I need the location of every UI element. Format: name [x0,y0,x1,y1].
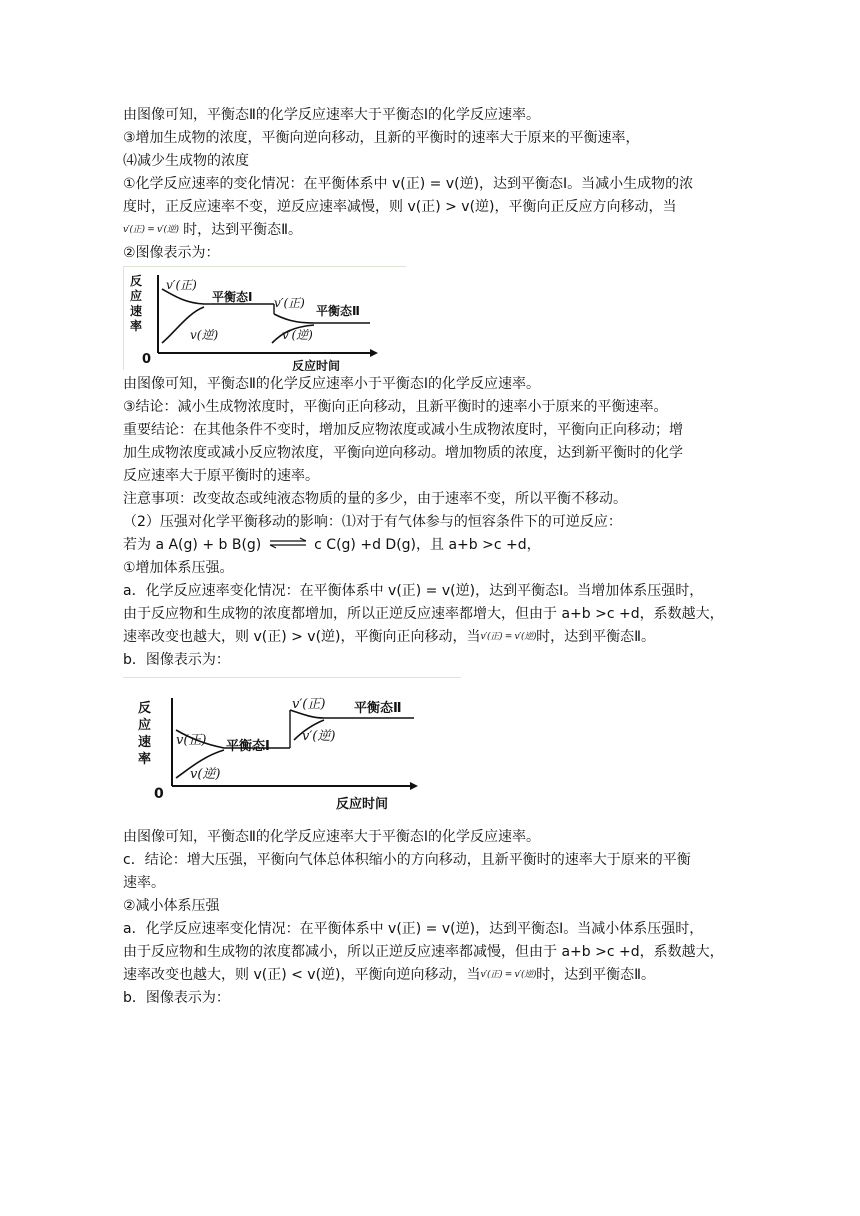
text-line [123,220,302,240]
text-line: ②图像表示为： [123,245,220,261]
text-line: 速率。 [123,875,165,891]
text-line: 由图像可知，平衡态Ⅱ的化学反应速率大于平衡态Ⅰ的化学反应速率。 [123,107,541,123]
text-line: 由于反应物和生成物的浓度都增加，所以正逆反应速率都增大，但由于 a+b >c +d，系数越大， [123,606,724,622]
text-line: ③增加生成物的浓度，平衡向逆向移动，且新的平衡时的速率大于原来的平衡速率， [123,130,640,146]
text-line: 重要结论：在其他条件不变时，增加反应物浓度或减小生成物浓度时，平衡向正向移动；增 [123,422,683,438]
figure-2-graph [124,686,424,810]
state-2-label: 平衡态Ⅱ [354,701,402,716]
ylabel-char: 反 [138,701,152,716]
ylabel-char: 速 [138,735,152,750]
text-line: 由图像可知，平衡态Ⅱ的化学反应速率大于平衡态Ⅰ的化学反应速率。 [123,829,541,845]
text-span: 速率改变也越大，则 v(正) < v(逆)，平衡向逆向移动，当 [123,967,481,983]
text-line: 注意事项：改变故态或纯液态物质的量的多少，由于速率不变，所以平衡不移动。 [123,491,627,507]
ylabel-char: 速 [130,304,143,318]
text-line: ①化学反应速率的变化情况：在平衡体系中 v(正) = v(逆)，达到平衡态Ⅰ。当减小生成物的浓 [123,176,694,192]
v-forward-2-label: v′(正) [292,697,326,712]
equilibrium-arrow-icon [268,537,308,549]
text-line: ⑷减少生成物的浓度 [123,153,249,169]
v-reverse-2-label: v′(逆) [282,328,313,342]
text-line: b．图像表示为： [123,990,230,1006]
v-reverse-label: v(逆) [190,767,221,782]
text-span: 速率改变也越大，则 v(正) > v(逆)，平衡向正向移动，当 [123,629,481,645]
x-axis-arrow [370,349,378,357]
ylabel-char: 率 [138,752,152,767]
xlabel: 反应时间 [336,797,389,810]
ylabel-char: 率 [130,319,143,333]
text-line: 加生成物浓度或减小反应物浓度，平衡向逆向移动。增加物质的浓度，达到新平衡时的化学 [123,445,683,461]
v-forward-2-label: v′(正) [274,296,305,310]
text-line: 反应速率大于原平衡时的速率。 [123,468,319,484]
text-line: 由图像可知，平衡态Ⅱ的化学反应速率小于平衡态Ⅰ的化学反应速率。 [123,376,541,392]
text-line: ②减小体系压强 [123,898,220,914]
text-span: 若为 a A(g) + b B(g) [123,537,262,553]
text-line [123,965,655,985]
v-reverse-2-label: v′(逆) [302,729,336,744]
text-line: （2）压强对化学平衡移动的影响：⑴对于有气体参与的恒容条件下的可逆反应： [123,514,622,530]
text-span: c C(g) +d D(g)，且 a+b >c +d， [314,537,541,553]
v-reverse-label: v(逆) [190,328,219,342]
text-line [123,627,655,647]
text-line: c．结论：增大压强，平衡向气体总体积缩小的方向移动，且新平衡时的速率大于原来的平衡 [123,852,691,868]
state-2-label: 平衡态Ⅱ [316,304,360,318]
ylabel-char: 反 [130,274,143,288]
ylabel-char: 应 [130,289,143,303]
state-1-label: 平衡态Ⅰ [212,290,253,304]
text-line [123,535,541,555]
text-line: a．化学反应速率变化情况：在平衡体系中 v(正) = v(逆)，达到平衡态Ⅰ。当增加体系压强时， [123,583,704,599]
origin-label: 0 [154,786,164,802]
text-span: 时，达到平衡态Ⅱ。 [183,222,303,238]
state-1-label: 平衡态Ⅰ [226,739,270,754]
figure-top-rule [123,677,461,678]
text-span: 时，达到平衡态Ⅱ。 [536,967,656,983]
text-span: 时，达到平衡态Ⅱ。 [536,629,656,645]
xlabel: 反应时间 [292,359,341,371]
v-forward-label: v′(正) [166,278,197,292]
text-line: ③结论：减小生成物浓度时，平衡向正向移动，且新平衡时的速率小于原来的平衡速率。 [123,399,668,415]
text-line: 由于反应物和生成物的浓度都减小，所以正逆反应速率都减慢，但由于 a+b >c +d，系数越大， [123,944,724,960]
text-line: a．化学反应速率变化情况：在平衡体系中 v(正) = v(逆)，达到平衡态Ⅰ。当减小体系压强时， [123,921,704,937]
inline-equation: v′(正) = v′(逆) [480,632,537,642]
x-axis-arrow [410,782,418,790]
figure-1-graph [124,267,406,371]
ylabel-char: 应 [138,718,152,733]
text-line: ①增加体系压强。 [123,560,234,576]
inline-equation: v′(正) = v′(逆) [123,225,179,235]
text-line: b．图像表示为： [123,652,230,668]
origin-label: 0 [142,352,152,367]
v-forward-label: v(正) [176,733,207,748]
text-line: 度时，正反应速率不变，逆反应速率减慢，则 v(正) > v(逆)，平衡向正反应方向移动，当 [123,199,677,215]
inline-equation: v′(正) = v′(逆) [480,970,537,980]
